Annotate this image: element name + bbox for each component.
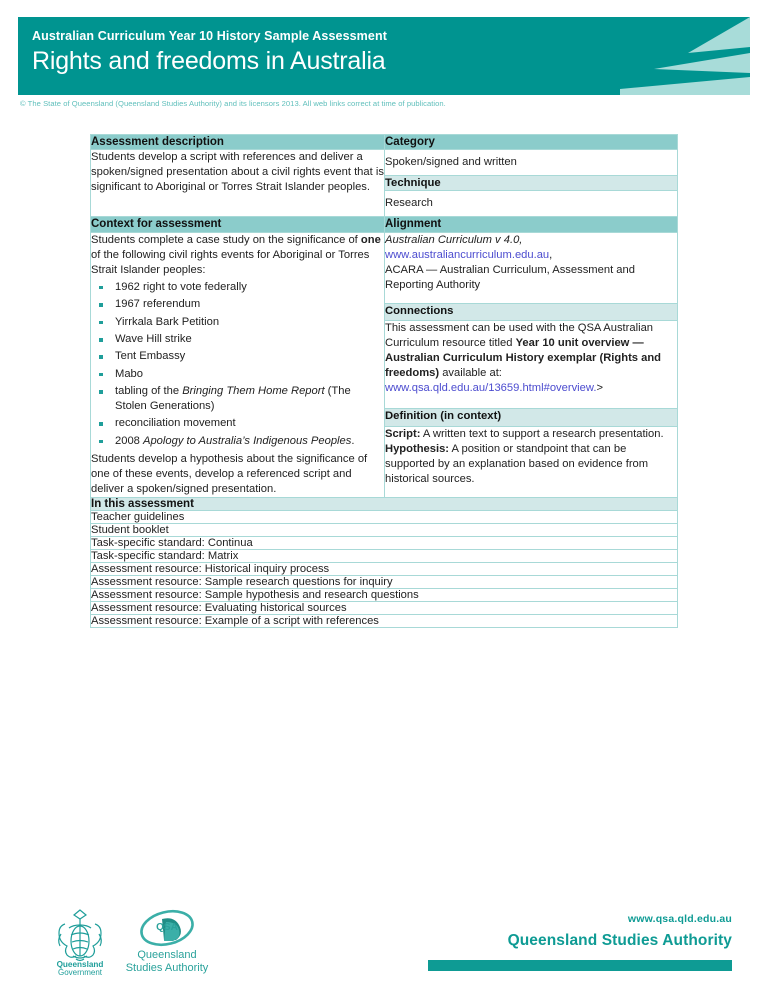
table-row <box>91 575 678 588</box>
australian-curriculum-link[interactable]: www.australiancurriculum.edu.au <box>385 248 550 261</box>
list-item <box>91 367 384 382</box>
qsa-unit-overview-link[interactable]: www.qsa.qld.edu.au/13659.html#overview. <box>385 382 597 395</box>
list-item-title: Bringing Them Home Report <box>182 385 325 398</box>
alignment-cell <box>385 232 678 303</box>
list-item <box>91 349 384 364</box>
footer-organisation-name: Queensland Studies Authority <box>507 932 732 949</box>
definition-hypothesis-term: Hypothesis: <box>385 442 450 455</box>
qg-logo-line2: Government <box>57 968 103 976</box>
table-row <box>91 601 678 614</box>
table-row <box>91 588 678 601</box>
list-item-label: 1967 referendum <box>115 298 201 311</box>
table-row <box>91 549 678 562</box>
table-row <box>91 150 678 176</box>
connections-part-a: This assessment can be used with the QSA Australian Curriculum resource titled <box>385 322 654 350</box>
category-header: Category <box>385 135 678 150</box>
table-row <box>91 523 678 536</box>
context-outro: Students develop a hypothesis about the significance of one of these events, develop a referenced script and deliver a spoken/signed presentation. <box>91 452 368 495</box>
list-item-title: Apology to Australia’s Indigenous Peoples <box>143 434 352 447</box>
alignment-curriculum-version: Australian Curriculum v 4.0, <box>385 233 523 246</box>
civil-rights-events-list <box>91 280 384 449</box>
list-item[interactable]: Task-specific standard: Matrix <box>91 549 678 562</box>
table-row <box>91 497 678 510</box>
list-item <box>91 384 384 414</box>
context-intro-part-a: Students complete a case study on the significance of <box>91 233 361 246</box>
list-item[interactable]: Teacher guidelines <box>91 510 678 523</box>
technique-value: Research <box>385 191 678 217</box>
footer-branding <box>508 913 732 950</box>
qsa-logo-line2: Studies Authority <box>125 962 209 974</box>
list-item-label: Yirrkala Bark Petition <box>115 315 220 328</box>
qsa-logo <box>122 906 212 974</box>
list-item <box>91 297 384 312</box>
footer-accent-bar <box>428 960 732 971</box>
table-row <box>91 135 678 150</box>
connections-resource-title: Year 10 unit overview — Australian Curriculum History exemplar (Rights and freedoms) <box>385 337 662 380</box>
technique-header: Technique <box>385 176 678 191</box>
list-item-label: Wave Hill strike <box>115 333 192 346</box>
table-row <box>91 510 678 523</box>
page-banner <box>18 17 750 95</box>
context-for-assessment-cell <box>91 232 385 497</box>
context-for-assessment-header: Context for assessment <box>91 217 385 232</box>
definition-hypothesis <box>385 442 677 487</box>
connections-text <box>385 321 677 381</box>
list-item <box>91 434 384 449</box>
page-title: Rights and freedoms in Australia <box>32 47 386 75</box>
definition-header: Definition (in context) <box>385 409 678 427</box>
table-row <box>91 536 678 549</box>
definition-script-text: A written text to support a research presentation. <box>420 427 664 440</box>
qg-logo-line1: Queensland <box>56 960 104 969</box>
in-this-assessment-header: In this assessment <box>91 497 678 510</box>
assessment-description-text: Students develop a script with references and deliver a spoken/signed presentation about a civil rights event that is significant to Aboriginal or Torres Strait Islander peoples. <box>91 151 384 194</box>
table-row <box>91 614 678 627</box>
list-item-label: Mabo <box>115 367 143 380</box>
list-item-label: 1962 right to vote federally <box>115 280 247 293</box>
connections-cell <box>385 321 678 409</box>
connections-link-tail: > <box>596 382 603 395</box>
list-item <box>91 280 384 295</box>
queensland-government-logo <box>43 904 117 976</box>
list-item[interactable]: Assessment resource: Sample hypothesis and research questions <box>91 588 678 601</box>
list-item-label: 2008 <box>115 434 143 447</box>
list-item <box>91 416 384 431</box>
list-item[interactable]: Assessment resource: Example of a script with references <box>91 614 678 627</box>
list-item[interactable]: Assessment resource: Sample research questions for inquiry <box>91 575 678 588</box>
assessment-description-header: Assessment description <box>91 135 385 150</box>
list-item-label: tabling of the <box>115 385 183 398</box>
assessment-description-cell <box>91 150 385 217</box>
alignment-header: Alignment <box>385 217 678 232</box>
connections-header: Connections <box>385 303 678 321</box>
qsa-logo-line1: Queensland <box>137 949 197 961</box>
table-row <box>91 232 678 303</box>
banner-rays-decoration <box>620 17 750 95</box>
context-intro <box>91 233 384 278</box>
assessment-overview-table <box>90 134 678 628</box>
category-value: Spoken/signed and written <box>385 150 678 176</box>
connections-part-b: available at: <box>439 367 502 380</box>
list-item-label: reconciliation movement <box>115 417 236 430</box>
list-item-label: Tent Embassy <box>115 350 186 363</box>
definition-hypothesis-text: A position or standpoint that can be supported by an explanation based on evidence from historical sources. <box>385 442 649 485</box>
qsa-logo-mark: QSA <box>156 922 178 933</box>
list-item <box>91 332 384 347</box>
definition-cell <box>385 426 678 497</box>
list-item[interactable]: Assessment resource: Evaluating historical sources <box>91 601 678 614</box>
alignment-authority-text: ACARA — Australian Curriculum, Assessment and Reporting Authority <box>385 263 635 291</box>
alignment-link-comma: , <box>549 248 553 261</box>
context-intro-part-b: of the following civil rights events for Aboriginal or Torres Strait Islander peoples: <box>91 248 370 276</box>
copyright-notice: © The State of Queensland (Queensland Studies Authority) and its licensors 2013. All web links correct at time of publication. <box>20 99 446 108</box>
banner-eyebrow: Australian Curriculum Year 10 History Sample Assessment <box>32 29 387 43</box>
definition-script <box>385 427 677 442</box>
definition-script-term: Script: <box>385 427 421 440</box>
context-intro-emphasis: one <box>360 233 381 246</box>
list-item-suffix: (The Stolen Generations) <box>115 385 351 413</box>
table-row <box>91 562 678 575</box>
alignment-link-row <box>385 248 677 263</box>
connections-link-row <box>385 381 677 396</box>
list-item-suffix: . <box>351 434 355 447</box>
table-row <box>91 217 678 232</box>
list-item[interactable]: Student booklet <box>91 523 678 536</box>
list-item[interactable]: Assessment resource: Historical inquiry process <box>91 562 678 575</box>
list-item <box>91 315 384 330</box>
list-item[interactable]: Task-specific standard: Continua <box>91 536 678 549</box>
footer-website-url[interactable]: www.qsa.qld.edu.au <box>627 913 732 925</box>
